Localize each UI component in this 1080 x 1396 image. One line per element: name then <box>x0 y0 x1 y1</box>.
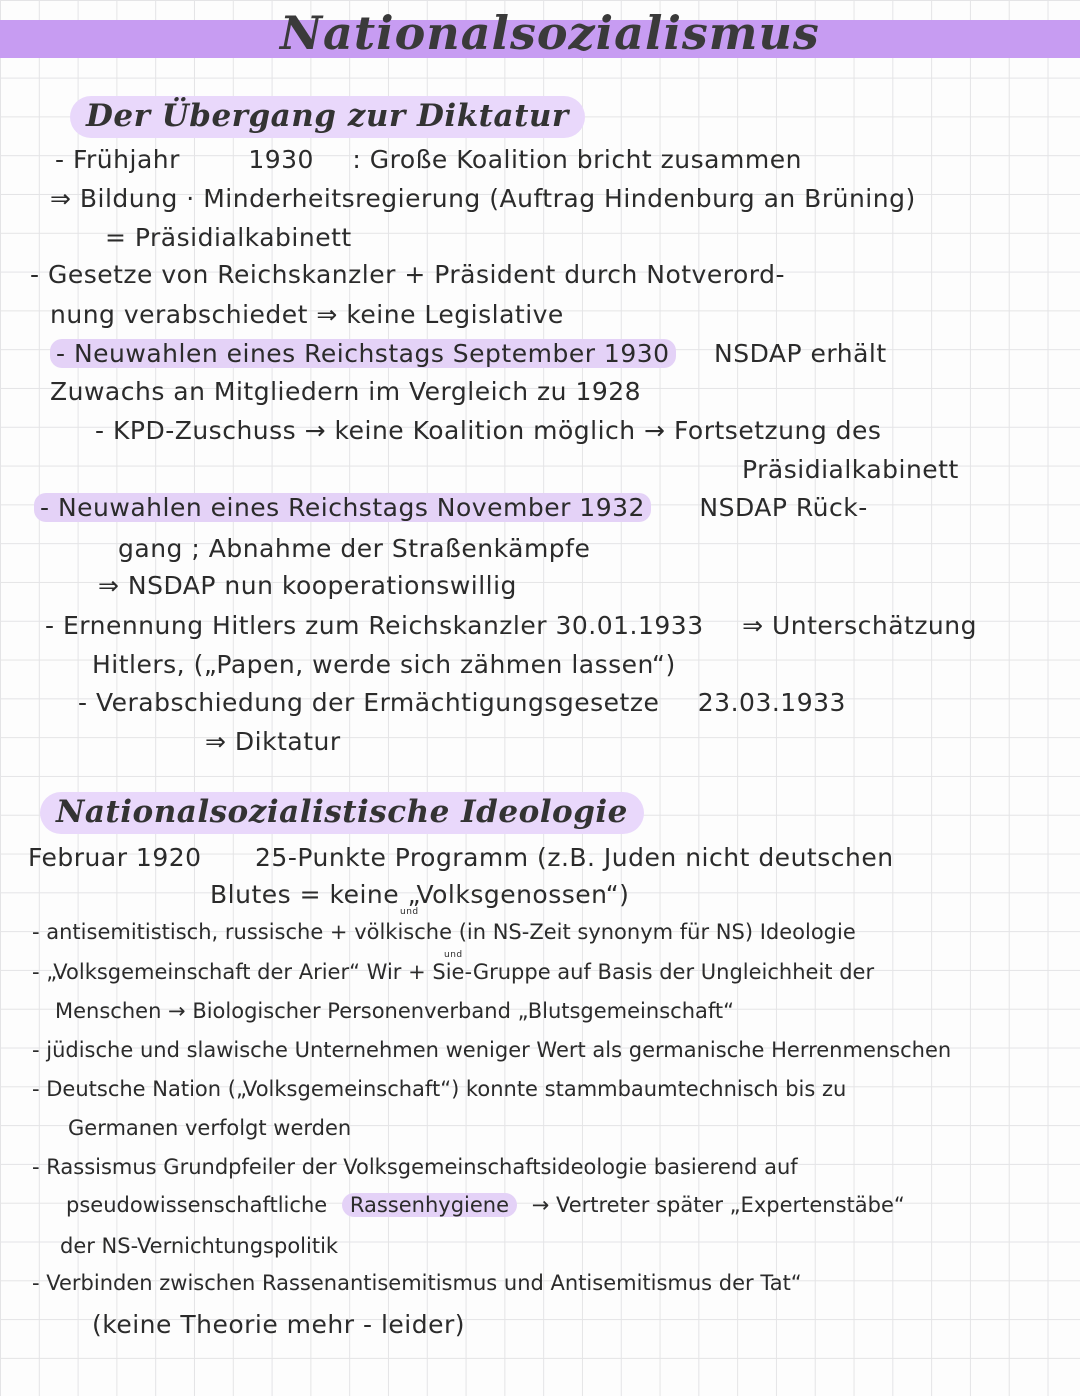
note-line: der NS-Vernichtungspolitik <box>60 1234 339 1258</box>
note-line: Zuwachs an Mitgliedern im Vergleich zu 1928 <box>50 377 642 406</box>
note-line: - Gesetze von Reichskanzler + Präsident durch Notverord- <box>30 260 785 289</box>
note-line: ⇒ Diktatur <box>205 727 341 756</box>
note-line: Germanen verfolgt werden <box>68 1116 352 1140</box>
note-text: : Große Koalition bricht zusammen <box>352 145 802 174</box>
small-note: und <box>400 907 419 917</box>
note-text: 25-Punkte Programm (z.B. Juden nicht deutschen <box>255 843 894 872</box>
note-line: - antisemitistisch, russische + völkische (in NS-Zeit synonym für NS) Ideologie <box>32 920 856 944</box>
note-line: ⇒ Bildung · Minderheitsregierung (Auftrag Hindenburg an Brüning) <box>50 184 916 213</box>
note-line <box>34 493 868 522</box>
note-year: 1930 <box>248 145 314 174</box>
note-text: NSDAP Rück- <box>699 493 868 522</box>
note-line <box>66 1193 905 1217</box>
note-line: - KPD-Zuschuss → keine Koalition möglich → Fortsetzung des <box>95 416 882 445</box>
note-text: Februar 1920 <box>28 843 202 872</box>
highlight: - Neuwahlen eines Reichstags September 1930 <box>50 339 676 368</box>
note-line: - „Volksgemeinschaft der Arier“ Wir + Sie-Gruppe auf Basis der Ungleichheit der <box>32 960 875 984</box>
note-line: = Präsidialkabinett <box>105 223 352 252</box>
section-heading-ideologie: Nationalsozialistische Ideologie <box>40 792 644 834</box>
small-note: und <box>444 950 463 960</box>
note-line: gang ; Abnahme der Straßenkämpfe <box>118 534 591 563</box>
note-text: → Vertreter später „Expertenstäbe“ <box>531 1193 905 1217</box>
note-line: ⇒ NSDAP nun kooperationswillig <box>98 571 517 600</box>
note-text: ⇒ Unterschätzung <box>742 611 977 640</box>
highlight: - Neuwahlen eines Reichstags November 1932 <box>34 493 651 522</box>
section-heading-diktatur: Der Übergang zur Diktatur <box>70 96 585 138</box>
note-line: - Rassismus Grundpfeiler der Volksgemeinschaftsideologie basierend auf <box>32 1155 798 1179</box>
note-line: (keine Theorie mehr - leider) <box>92 1310 466 1339</box>
note-line: - Verbinden zwischen Rassenantisemitismus und Antisemitismus der Tat“ <box>32 1271 802 1295</box>
note-text: - Frühjahr <box>55 145 180 174</box>
note-text: - Ernennung Hitlers zum Reichskanzler 30.01.1933 <box>45 611 704 640</box>
note-text: - Verabschiedung der Ermächtigungsgesetze <box>78 688 660 717</box>
note-line <box>78 688 846 717</box>
note-line: - jüdische und slawische Unternehmen weniger Wert als germanische Herrenmenschen <box>32 1038 952 1062</box>
note-line <box>50 339 887 368</box>
note-line: Präsidialkabinett <box>742 455 959 484</box>
note-text: pseudowissenschaftliche <box>66 1193 328 1217</box>
note-line: Blutes = keine „Volksgenossen“) <box>210 880 630 909</box>
note-date: 23.03.1933 <box>697 688 846 717</box>
page-title: Nationalsozialismus <box>280 6 820 60</box>
note-line <box>55 145 802 174</box>
note-line: nung verabschiedet ⇒ keine Legislative <box>50 300 564 329</box>
note-text: NSDAP erhält <box>714 339 887 368</box>
note-line: - Deutsche Nation („Volksgemeinschaft“) konnte stammbaumtechnisch bis zu <box>32 1077 847 1101</box>
note-line <box>45 611 977 640</box>
note-line <box>28 843 894 872</box>
note-line: Menschen → Biologischer Personenverband „Blutsgemeinschaft“ <box>55 999 735 1023</box>
note-line: Hitlers, („Papen, werde sich zähmen lassen“) <box>92 650 676 679</box>
highlight: Rassenhygiene <box>342 1193 517 1217</box>
